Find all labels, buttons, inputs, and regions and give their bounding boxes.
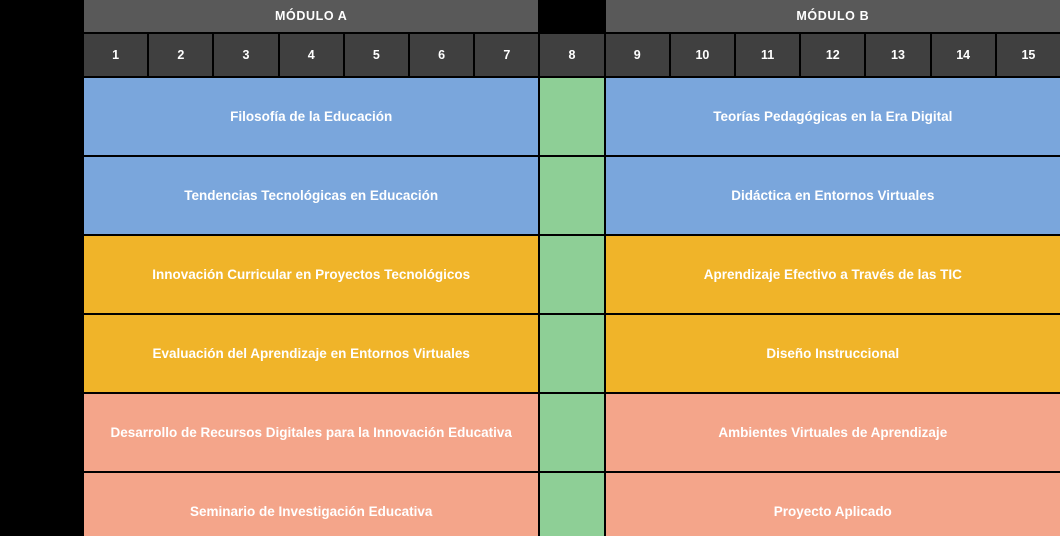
break-week-cell bbox=[540, 236, 603, 313]
course-label: Aprendizaje Efectivo a Través de las TIC bbox=[703, 266, 962, 282]
week-cell-2 bbox=[149, 34, 212, 76]
week-label: 7 bbox=[503, 48, 511, 62]
course-label: Tendencias Tecnológicas en Educación bbox=[184, 187, 439, 203]
week-label: 13 bbox=[891, 48, 905, 62]
week-label: 1 bbox=[112, 48, 120, 62]
week-label: 5 bbox=[372, 48, 380, 62]
week-label: 4 bbox=[307, 48, 315, 62]
week-cell-1 bbox=[84, 34, 147, 76]
module-header-b-label: MÓDULO B bbox=[796, 9, 870, 23]
module-header-b bbox=[606, 0, 1060, 32]
course-label: Diseño Instruccional bbox=[766, 345, 900, 361]
week-label: 3 bbox=[242, 48, 250, 62]
course-cell bbox=[84, 473, 538, 536]
week-cell-14 bbox=[932, 34, 995, 76]
week-cell-9 bbox=[606, 34, 669, 76]
course-cell bbox=[84, 315, 538, 392]
break-week-cell bbox=[540, 473, 603, 536]
course-cell bbox=[606, 473, 1060, 536]
course-label: Proyecto Aplicado bbox=[773, 503, 892, 519]
week-label: 15 bbox=[1021, 48, 1036, 62]
week-cell-4 bbox=[280, 34, 343, 76]
week-label: 10 bbox=[695, 48, 710, 62]
course-cell bbox=[606, 236, 1060, 313]
week-label: 6 bbox=[438, 48, 446, 62]
course-cell bbox=[84, 78, 538, 155]
week-cell-13 bbox=[866, 34, 929, 76]
module-header-a-label: MÓDULO A bbox=[275, 9, 348, 23]
course-cell bbox=[606, 78, 1060, 155]
week-label: 14 bbox=[956, 48, 971, 62]
week-cell-3 bbox=[214, 34, 277, 76]
week-cell-11 bbox=[736, 34, 799, 76]
course-label: Desarrollo de Recursos Digitales para la Innovación Educativa bbox=[110, 424, 512, 440]
break-week-cell bbox=[540, 78, 603, 155]
break-week-cell bbox=[540, 394, 603, 471]
week-cell-8 bbox=[540, 34, 603, 76]
course-cell bbox=[84, 394, 538, 471]
course-cell bbox=[606, 157, 1060, 234]
course-cell bbox=[606, 315, 1060, 392]
week-cell-15 bbox=[997, 34, 1060, 76]
curriculum-grid bbox=[84, 0, 1060, 536]
week-label: 9 bbox=[633, 48, 641, 62]
course-cell bbox=[84, 236, 538, 313]
week-cell-10 bbox=[671, 34, 734, 76]
week-cell-7 bbox=[475, 34, 538, 76]
course-label: Evaluación del Aprendizaje en Entornos Virtuales bbox=[152, 345, 470, 361]
week-label: 8 bbox=[568, 48, 576, 62]
course-label: Ambientes Virtuales de Aprendizaje bbox=[718, 424, 948, 440]
course-label: Teorías Pedagógicas en la Era Digital bbox=[713, 108, 953, 124]
week-cell-5 bbox=[345, 34, 408, 76]
module-header-gap bbox=[540, 0, 603, 32]
week-label: 12 bbox=[825, 48, 840, 62]
week-label: 2 bbox=[177, 48, 185, 62]
week-cell-12 bbox=[801, 34, 864, 76]
course-label: Filosofía de la Educación bbox=[230, 108, 393, 124]
break-week-cell bbox=[540, 157, 603, 234]
module-header-a bbox=[84, 0, 538, 32]
course-label: Seminario de Investigación Educativa bbox=[190, 503, 433, 519]
week-cell-6 bbox=[410, 34, 473, 76]
break-week-cell bbox=[540, 315, 603, 392]
course-cell bbox=[606, 394, 1060, 471]
course-label: Innovación Curricular en Proyectos Tecnológicos bbox=[152, 266, 471, 282]
week-label: 11 bbox=[760, 48, 775, 62]
course-label: Didáctica en Entornos Virtuales bbox=[731, 187, 935, 203]
course-cell bbox=[84, 157, 538, 234]
